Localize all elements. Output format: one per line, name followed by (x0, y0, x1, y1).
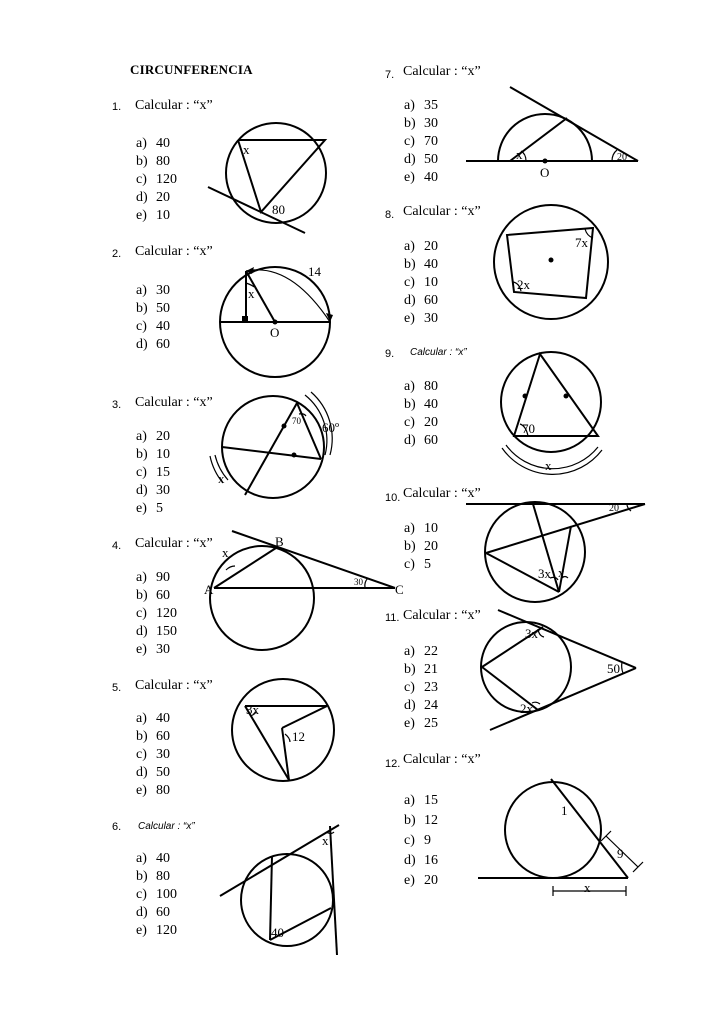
option-b[interactable]: b) 10 (136, 447, 170, 462)
option-a[interactable]: a) 35 (404, 98, 438, 113)
option-d[interactable]: d) 150 (136, 624, 177, 639)
option-d[interactable]: d) 24 (404, 698, 438, 713)
label-A: A (204, 582, 214, 597)
label-C: C (395, 582, 404, 597)
option-c[interactable]: c) 100 (136, 887, 177, 902)
label-x: x (243, 142, 250, 157)
problem-4-number: 4. (112, 540, 122, 552)
option-b[interactable]: b) 40 (404, 257, 438, 272)
option-c[interactable]: c) 40 (136, 319, 170, 334)
label-O: O (540, 165, 550, 180)
problem-10-prompt: Calcular : “x” (403, 486, 481, 501)
label-20: 20 (609, 503, 619, 514)
label-x: x (322, 833, 329, 848)
option-d[interactable]: d) 50 (136, 765, 170, 780)
page-title: CIRCUNFERENCIA (130, 62, 253, 77)
option-b[interactable]: b) 21 (404, 662, 438, 677)
option-e[interactable]: e) 40 (404, 170, 438, 185)
option-e[interactable]: e) 30 (136, 642, 170, 657)
problem-9-number: 9. (385, 348, 395, 360)
option-e[interactable]: e) 30 (404, 311, 438, 326)
problem-10-number: 10. (385, 492, 401, 504)
label-7x: 7x (575, 235, 588, 250)
option-b[interactable]: b) 12 (404, 813, 438, 828)
option-d[interactable]: d) 60 (404, 293, 438, 308)
option-a[interactable]: a) 90 (136, 570, 170, 585)
option-c[interactable]: c) 10 (404, 275, 438, 290)
option-c[interactable]: c) 20 (404, 415, 438, 430)
option-d[interactable]: d) 30 (136, 483, 170, 498)
option-d[interactable]: d) 20 (136, 190, 170, 205)
problem-8-number: 8. (385, 209, 395, 221)
option-b[interactable]: b) 40 (404, 397, 438, 412)
label-70: 70 (292, 416, 301, 426)
option-b[interactable]: b) 60 (136, 588, 170, 603)
option-c[interactable]: c) 120 (136, 606, 177, 621)
label-O: O (270, 325, 280, 340)
option-e[interactable]: e) 20 (404, 873, 438, 888)
label-x: x (222, 545, 229, 560)
label-x: x (558, 565, 565, 580)
problem-12-number: 12. (385, 758, 401, 770)
option-a[interactable]: a) 30 (136, 283, 170, 298)
label-x: x (218, 471, 225, 486)
problem-5-number: 5. (112, 682, 122, 694)
option-e[interactable]: e) 25 (404, 716, 438, 731)
option-c[interactable]: c) 5 (404, 557, 431, 572)
problem-1-number: 1. (112, 101, 122, 113)
label-x: x (584, 880, 591, 895)
option-e[interactable]: e) 120 (136, 923, 177, 938)
option-c[interactable]: c) 120 (136, 172, 177, 187)
label-3x: 3x (538, 566, 551, 581)
option-c[interactable]: c) 9 (404, 833, 431, 848)
option-a[interactable]: a) 40 (136, 136, 170, 151)
label-3x: 3x (246, 702, 259, 717)
option-d[interactable]: d) 16 (404, 853, 438, 868)
problem-1-prompt: Calcular : “x” (135, 98, 213, 113)
label-20: 20 (617, 152, 627, 163)
label-70: 70 (522, 421, 535, 436)
problem-6-prompt: Calcular : “x” (138, 821, 195, 832)
option-c[interactable]: c) 70 (404, 134, 438, 149)
option-d[interactable]: d) 60 (404, 433, 438, 448)
option-c[interactable]: c) 23 (404, 680, 438, 695)
label-50: 50 (607, 661, 620, 676)
label-x: x (545, 458, 552, 473)
option-a[interactable]: a) 10 (404, 521, 438, 536)
problem-4-prompt: Calcular : “x” (135, 536, 213, 551)
option-e[interactable]: e) 5 (136, 501, 163, 516)
problem-11-prompt: Calcular : “x” (403, 608, 481, 623)
option-a[interactable]: a) 40 (136, 851, 170, 866)
option-c[interactable]: c) 30 (136, 747, 170, 762)
problem-9-prompt: Calcular : “x” (410, 347, 467, 358)
label-80: 80 (272, 202, 285, 217)
option-b[interactable]: b) 20 (404, 539, 438, 554)
problem-12-prompt: Calcular : “x” (403, 752, 481, 767)
option-b[interactable]: b) 30 (404, 116, 438, 131)
option-a[interactable]: a) 15 (404, 793, 438, 808)
label-3x: 3x (525, 626, 538, 641)
option-a[interactable]: a) 20 (136, 429, 170, 444)
label-14: 14 (308, 264, 321, 279)
label-x: x (248, 286, 255, 301)
problem-11-number: 11. (385, 612, 400, 624)
problem-3-prompt: Calcular : “x” (135, 395, 213, 410)
problem-2-number: 2. (112, 248, 122, 260)
option-a[interactable]: a) 40 (136, 711, 170, 726)
option-d[interactable]: d) 60 (136, 337, 170, 352)
problem-2-prompt: Calcular : “x” (135, 244, 213, 259)
option-e[interactable]: e) 10 (136, 208, 170, 223)
problem-7-prompt: Calcular : “x” (403, 64, 481, 79)
option-b[interactable]: b) 80 (136, 154, 170, 169)
option-b[interactable]: b) 80 (136, 869, 170, 884)
label-40: 40 (271, 925, 284, 940)
label-1: 1 (561, 803, 568, 818)
option-d[interactable]: d) 50 (404, 152, 438, 167)
label-B: B (275, 534, 284, 549)
label-9: 9 (617, 846, 624, 861)
label-30: 30 (354, 577, 363, 587)
problem-3-number: 3. (112, 399, 122, 411)
label-x: x (516, 147, 523, 162)
option-b[interactable]: b) 50 (136, 301, 170, 316)
label-60: 60º (322, 420, 340, 435)
problem-5-prompt: Calcular : “x” (135, 678, 213, 693)
label-2x: 2x (517, 277, 530, 292)
option-a[interactable]: a) 22 (404, 644, 438, 659)
label-12: 12 (292, 729, 305, 744)
option-a[interactable]: a) 20 (404, 239, 438, 254)
option-d[interactable]: d) 60 (136, 905, 170, 920)
label-2x: 2x (520, 701, 533, 716)
problem-6-number: 6. (112, 821, 122, 833)
problem-8-prompt: Calcular : “x” (403, 204, 481, 219)
option-b[interactable]: b) 60 (136, 729, 170, 744)
problem-7-number: 7. (385, 69, 395, 81)
option-e[interactable]: e) 80 (136, 783, 170, 798)
option-c[interactable]: c) 15 (136, 465, 170, 480)
option-a[interactable]: a) 80 (404, 379, 438, 394)
